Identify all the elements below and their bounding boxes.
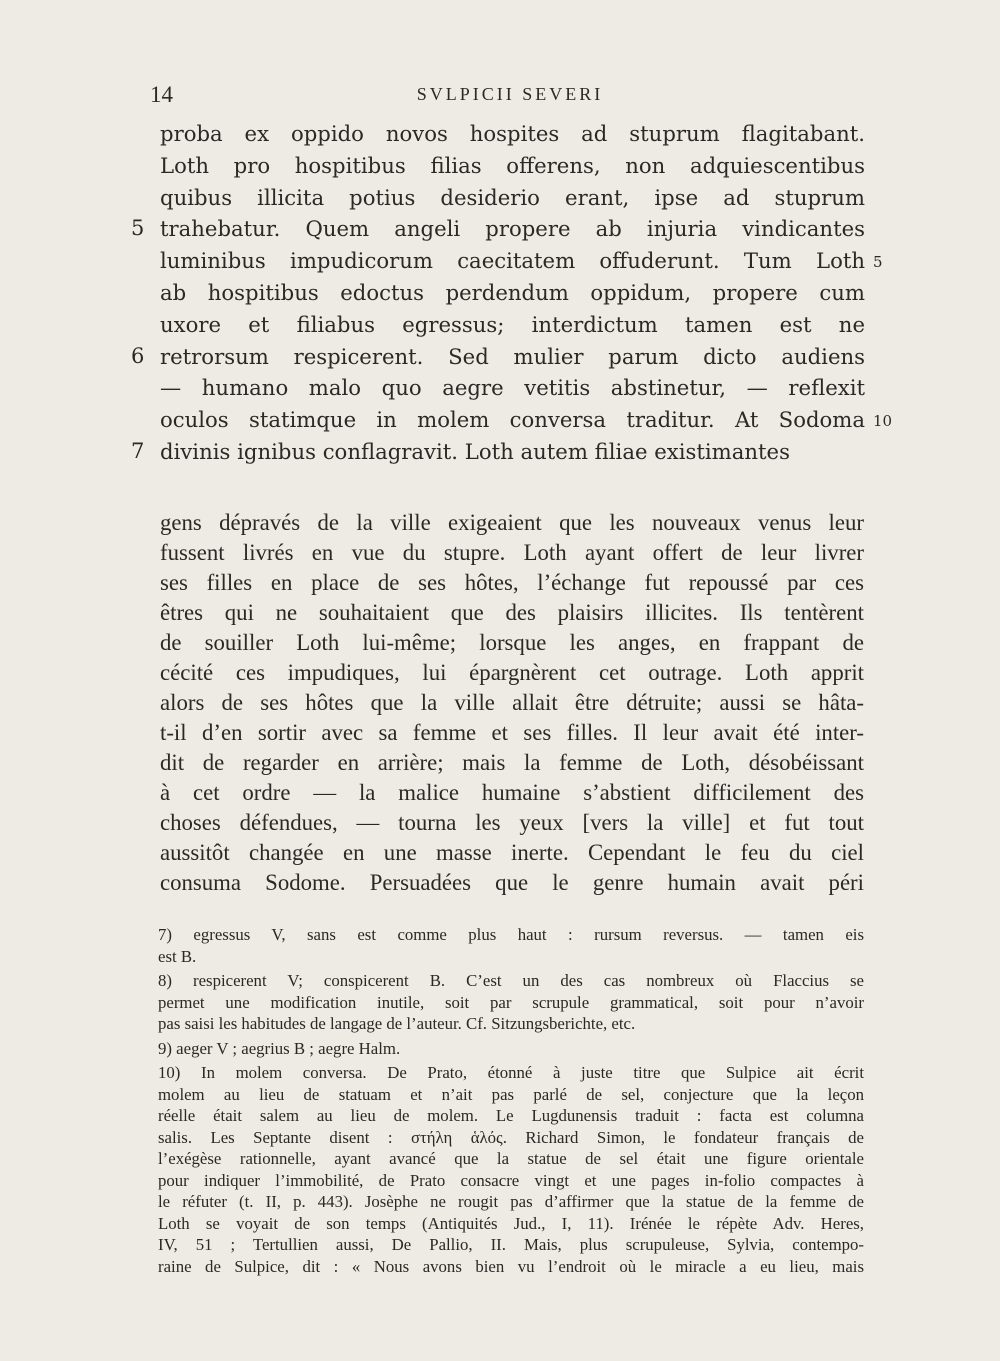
footnote-line: salis. Les Septante disent : στήλη ἁλός. Richard Simon, le fondateur français de (158, 1127, 864, 1147)
french-line: t-il d’en sortir avec sa femme et ses filles. Il leur avait été inter- (160, 720, 864, 745)
footnote-7 (158, 924, 864, 967)
french-line: de souiller Loth lui-même; lorsque les anges, en frappant de (160, 630, 864, 655)
french-line: à cet ordre — la malice humaine s’abstient difficilement des (160, 780, 864, 805)
latin-line: 6 retrorsum respicerent. Sed mulier parum dicto audiens (160, 341, 865, 373)
french-line: êtres qui ne souhaitaient que des plaisirs illicites. Ils tentèrent (160, 600, 864, 625)
footnote-line: pour indiquer l’immobilité, de Prato consacre vingt et une pages in-folio compactes à (158, 1170, 864, 1190)
verse-number: 6 (131, 343, 145, 368)
french-line: alors de ses hôtes que la ville allait être détruite; aussi se hâta- (160, 690, 864, 715)
french-line: ses filles en place de ses hôtes, l’échange fut repoussé par ces (160, 570, 864, 595)
footnote-line: 9) aeger V ; aegrius B ; aegre Halm. (158, 1038, 401, 1058)
footnote-line: pas saisi les habitudes de langage de l’auteur. Cf. Sitzungsberichte, etc. (158, 1014, 636, 1033)
latin-line: 7 divinis ignibus conflagravit. Loth autem filiae existimantes (160, 436, 865, 468)
footnote-9 (158, 1038, 864, 1060)
footnote-line: l’exégèse rationnelle, ayant avancé que la statue de sel était une figure orientale (158, 1149, 864, 1168)
french-line: aussitôt changée en une masse inerte. Cependant le feu du ciel (160, 840, 864, 865)
french-line: gens dépravés de la ville exigeaient que les nouveaux venus leur (160, 510, 864, 535)
footnote-line: raine de Sulpice, dit : « Nous avons bien vu l’endroit où le miracle a eu lieu, mais (158, 1256, 864, 1276)
french-line: cécité ces impudiques, lui épargnèrent cet outrage. Loth apprit (160, 660, 864, 685)
footnote-line: Loth se voyait de son temps (Antiquités Jud., I, 11). Irénée le répète Adv. Heres, (158, 1213, 864, 1233)
latin-line: 5 trahebatur. Quem angeli propere ab injuria vindicantes (160, 213, 865, 245)
french-line: dit de regarder en arrière; mais la femme de Loth, désobéissant (160, 750, 864, 775)
latin-line: — humano malo quo aegre vetitis abstinetur, — reflexit (160, 375, 865, 401)
footnotes (158, 924, 864, 1277)
footnote-line: IV, 51 ; Tertullien aussi, De Pallio, II. Mais, plus scrupuleuse, Sylvia, contempo- (158, 1235, 864, 1254)
french-line: choses défendues, — tourna les yeux [vers la ville] et fut tout (160, 810, 864, 835)
footnote-line: réelle était salem au lieu de molem. Le Lugdunensis traduit : facta est columna (158, 1106, 864, 1125)
page-header (150, 82, 870, 112)
verse-number: 5 (131, 216, 145, 241)
footnote-10 (158, 1062, 864, 1277)
latin-line: Loth pro hospitibus filias offerens, non adquiescentibus (160, 152, 865, 178)
latin-line: quibus illicita potius desiderio erant, ipse ad stuprum (160, 184, 865, 210)
line-number: 10 (873, 412, 893, 431)
footnote-line: le réfuter (t. II, p. 443). Josèphe ne rougit pas d’affirmer que la statue de la femme de (158, 1192, 864, 1211)
french-line: fussent livrés en vue du stupre. Loth ayant offert de leur livrer (160, 540, 864, 565)
latin-line: uxore et filiabus egressus; interdictum tamen est ne (160, 311, 865, 337)
latin-line: oculos statimque in molem conversa traditur. At Sodoma 10 (160, 404, 865, 436)
running-title: SVLPICII SEVERI (416, 84, 604, 104)
verse-number: 7 (131, 438, 145, 463)
french-translation (160, 508, 864, 898)
latin-line: luminibus impudicorum caecitatem offuderunt. Tum Loth 5 (160, 245, 865, 277)
footnote-line: molem au lieu de statuam et n’ait pas parlé de sel, conjecture que la leçon (158, 1084, 864, 1104)
french-line: consuma Sodome. Persuadées que le genre humain avait péri (160, 870, 864, 895)
latin-line: proba ex oppido novos hospites ad stuprum flagitabant. (160, 121, 865, 146)
footnote-line: est B. (158, 946, 197, 966)
footnote-line: permet une modification inutile, soit par scrupule grammatical, soit pour n’avoir (158, 992, 864, 1012)
latin-line: ab hospitibus edoctus perdendum oppidum, propere cum (160, 279, 865, 305)
footnote-line: 10) In molem conversa. De Prato, étonné à juste titre que Sulpice ait écrit (158, 1063, 864, 1082)
page-number: 14 (150, 82, 173, 107)
footnote-8 (158, 970, 864, 1035)
line-number: 5 (873, 253, 883, 272)
footnote-line: 8) respicerent V; conspicerent B. C’est un des cas nombreux où Flaccius se (158, 971, 864, 990)
footnote-line: 7) egressus V, sans est comme plus haut : rursum reversus. — tamen eis (158, 925, 864, 944)
latin-text (131, 118, 893, 468)
